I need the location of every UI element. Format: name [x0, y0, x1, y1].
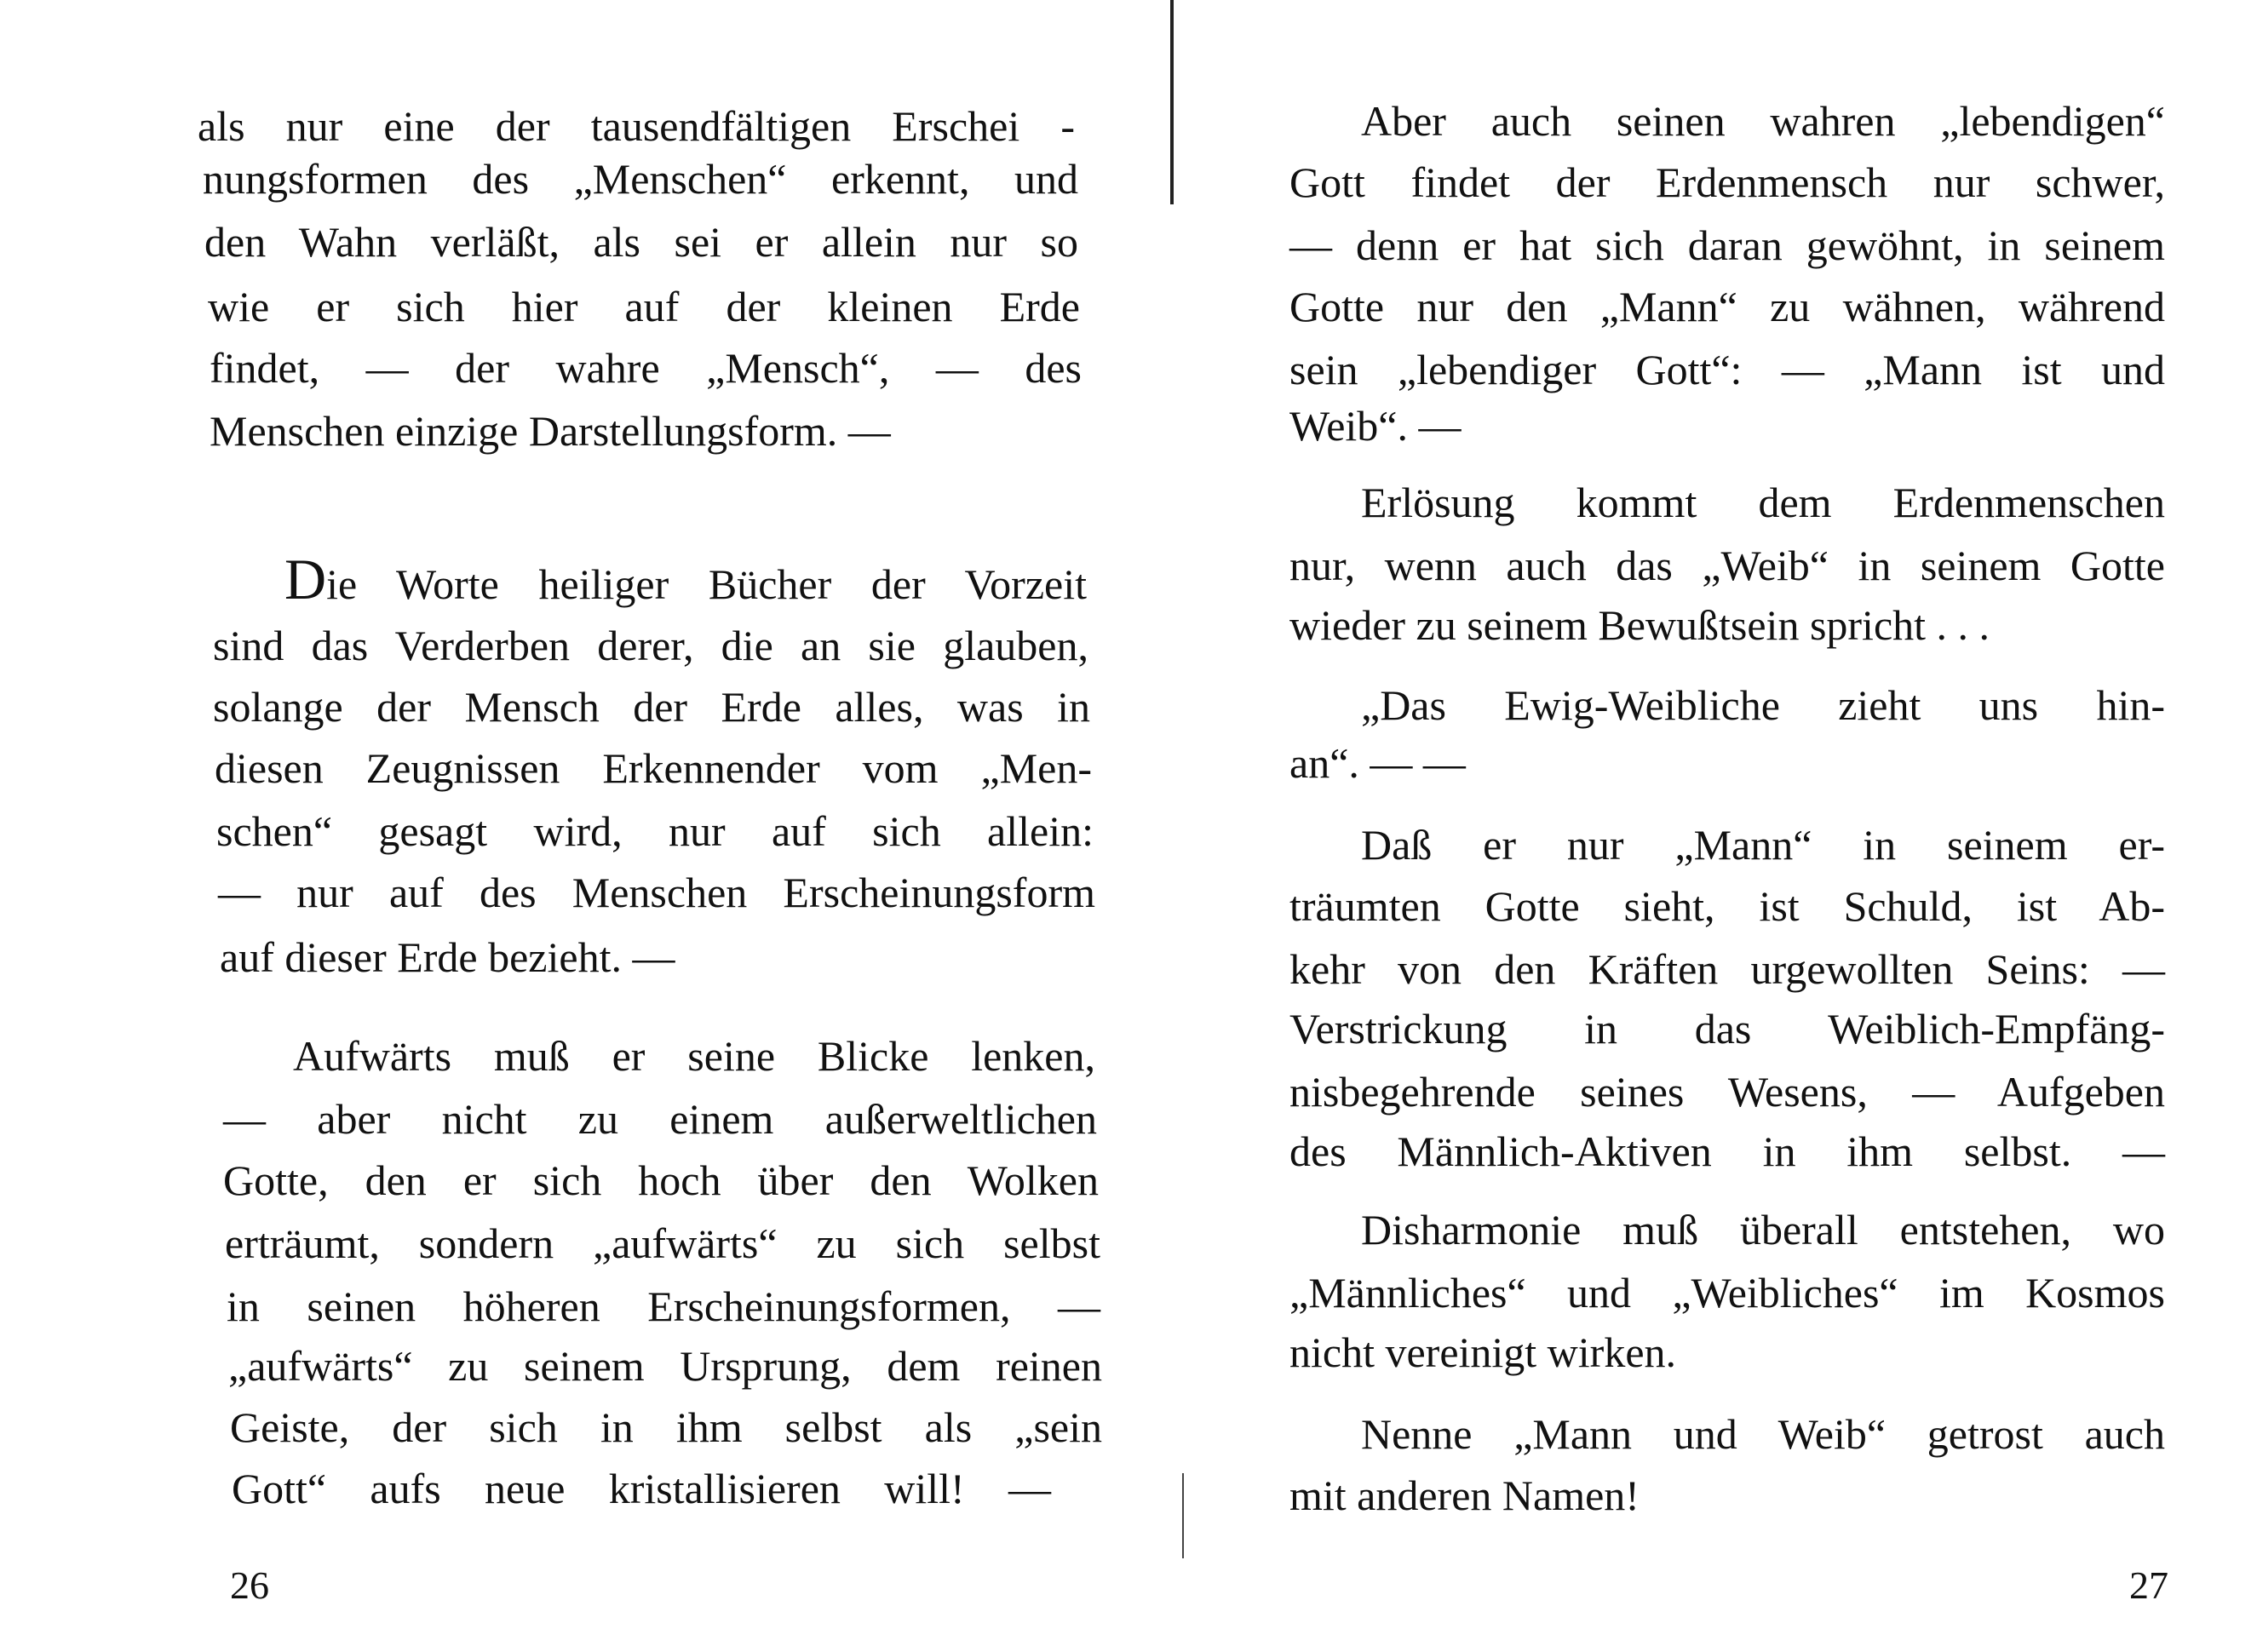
text-line: diesen Zeugnissen Erkennender vom „Men- [215, 744, 1092, 792]
drop-cap: D [284, 547, 327, 611]
text-line: findet, — der wahre „Mensch“, — des [210, 344, 1082, 392]
text-line: kehr von den Kräften urgewollten Seins: — [1289, 945, 2165, 993]
text-line: Verstrickung in das Weiblich-Empfäng- [1289, 1005, 2165, 1053]
text-line: „aufwärts“ zu seinem Ursprung, dem reinen [228, 1342, 1102, 1390]
text-line: wie er sich hier auf der kleinen Erde [208, 283, 1080, 330]
text-line: — denn er hat sich daran gewöhnt, in seinem [1289, 221, 2165, 269]
text-line: Weib“. — [1289, 402, 1462, 450]
text-line: nungsformen des „Menschen“ erkennt, und [203, 155, 1078, 203]
text-line: in seinen höheren Erscheinungsformen, — [227, 1282, 1100, 1330]
text-line: Gotte nur den „Mann“ zu wähnen, während [1289, 283, 2165, 330]
text-line: nisbegehrende seines Wesens, — Aufgeben [1289, 1068, 2165, 1116]
text-line: schen“ gesagt wird, nur auf sich allein: [216, 807, 1094, 855]
text-line: Nenne „Mann und Weib“ getrost auch [1361, 1410, 2165, 1458]
right-page [1175, 0, 2257, 1652]
text-line: Daß er nur „Mann“ in seinem er- [1361, 821, 2165, 869]
page-number-right: 27 [2129, 1563, 2168, 1607]
text-line: Disharmonie muß überall entstehen, wo [1361, 1206, 2165, 1253]
text-line: nicht vereinigt wirken. [1289, 1328, 1677, 1376]
text-line: — aber nicht zu einem außerweltlichen [223, 1095, 1097, 1143]
text-line: Erlösung kommt dem Erdenmenschen [1361, 479, 2165, 526]
text-line: nur, wenn auch das „Weib“ in seinem Gotte [1289, 542, 2165, 589]
page-number-left: 26 [230, 1563, 269, 1607]
text-line: als nur eine der tausendfältigen Erschei - [198, 102, 1075, 150]
text-line: Geiste, der sich in ihm selbst als „sein [230, 1403, 1102, 1451]
text-line: des Männlich-Aktiven in ihm selbst. — [1289, 1127, 2165, 1175]
text-line: Gotte, den er sich hoch über den Wolken [223, 1156, 1099, 1204]
text-line: sein „lebendiger Gott“: — „Mann ist und [1289, 346, 2165, 393]
text-line: mit anderen Namen! [1289, 1471, 1640, 1519]
text-line: an“. — — [1289, 739, 1466, 787]
text-line: „Das Ewig-Weibliche zieht uns hin- [1361, 681, 2165, 729]
text-line: Gott“ aufs neue kristallisieren will! — [232, 1465, 1051, 1512]
text-line-with-dropcap [284, 547, 1087, 611]
text-line: solange der Mensch der Erde alles, was in [213, 683, 1090, 731]
text-line: träumten Gotte sieht, ist Schuld, ist Ab- [1289, 882, 2165, 930]
text-line: sind das Verderben derer, die an sie glauben, [213, 622, 1088, 669]
text-line: Menschen einzige Darstellungsform. — [210, 407, 891, 455]
text-line: wieder zu seinem Bewußtsein spricht . . . [1289, 601, 1990, 649]
text-line: Gott findet der Erdenmensch nur schwer, [1289, 158, 2165, 206]
text-line: „Männliches“ und „Weibliches“ im Kosmos [1289, 1269, 2165, 1316]
text-line: Aber auch seinen wahren „lebendigen“ [1361, 97, 2165, 145]
text-line: Aufwärts muß er seine Blicke lenken, [293, 1032, 1095, 1080]
text-line: erträumt, sondern „aufwärts“ zu sich selbst [225, 1219, 1100, 1267]
text-line-rest: ie Worte heiliger Bücher der Vorzeit [326, 560, 1087, 608]
text-line: — nur auf des Menschen Erscheinungsform [218, 869, 1095, 916]
text-line: auf dieser Erde bezieht. — [220, 933, 675, 981]
text-line: den Wahn verläßt, als sei er allein nur so [204, 218, 1078, 266]
